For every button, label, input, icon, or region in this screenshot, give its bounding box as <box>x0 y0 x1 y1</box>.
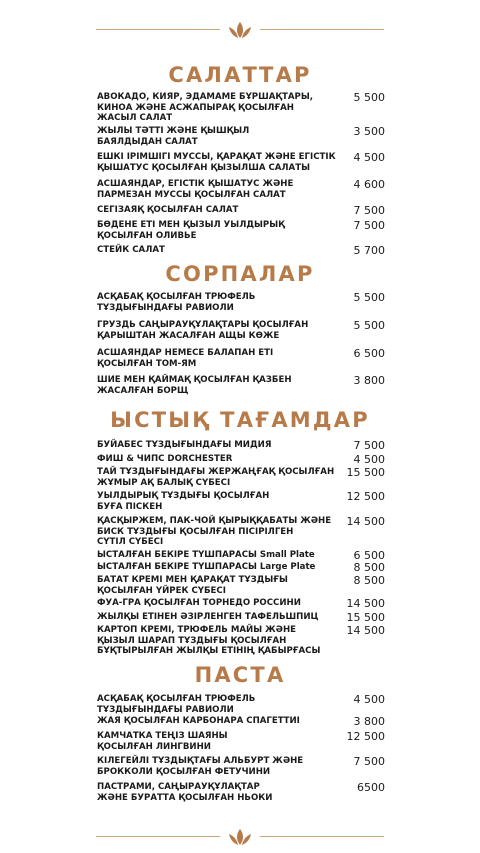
dish-price: 5 500 <box>353 91 385 104</box>
dish-price: 14 500 <box>346 597 385 610</box>
lotus-ornament-icon <box>226 827 254 847</box>
dish-name: БУЙАБЕС ТҰЗДЫҒЫНДАҒЫ МИДИЯ <box>97 440 272 450</box>
dish-price: 5 700 <box>353 244 385 257</box>
dish-name: АСҚАБАҚ ҚОСЫЛҒАН ТРЮФЕЛЬ ТҰЗДЫҒЫНДАҒЫ РАВИОЛИ <box>97 292 256 313</box>
dish-name: БӨДЕНЕ ЕТІ МЕН ҚЫЗЫЛ УЫЛДЫРЫҚ ҚОСЫЛҒАН ОЛИВЬЕ <box>97 220 285 241</box>
dish-name: АСШАЯНДАР, ЕГІСТІК ҚЫШАТУС ЖӘНЕ ПАРМЕЗАН МУССЫ ҚОСЫЛҒАН САЛАТ <box>97 179 294 200</box>
dish-price: 3 800 <box>353 374 385 387</box>
dish-name: ЫСТАЛҒАН БЕКІРЕ ТҮШПАРАСЫ Large Plate <box>97 562 316 572</box>
dish-price: 6 500 <box>353 347 385 360</box>
dish-name: ЖЫЛҚЫ ЕТІНЕН ӘЗІРЛЕНГЕН ТАФЕЛЬШПИЦ <box>97 612 319 622</box>
dish-price: 7 500 <box>353 439 385 452</box>
dish-price: 15 500 <box>346 611 385 624</box>
dish-price: 7 500 <box>353 219 385 232</box>
section-title-salads: САЛАТТАР <box>168 63 312 87</box>
dish-price: 14 500 <box>346 515 385 528</box>
dish-name: ФУА-ГРА ҚОСЫЛҒАН ТОРНЕДО РОССИНИ <box>97 598 301 608</box>
dish-price: 5 500 <box>353 291 385 304</box>
dish-price: 5 500 <box>353 319 385 332</box>
section-title-pasta: ПАСТА <box>194 663 286 687</box>
dish-name: КАРТОП КРЕМІ, ТРЮФЕЛЬ МАЙЫ ЖӘНЕ ҚЫЗЫЛ ШАРАП ТҰЗДЫҒЫ ҚОСЫЛҒАН БҰҚТЫРЫЛҒАН ЖЫЛҚЫ ЕТІНІҢ ҚАБЫРҒАСЫ <box>97 625 321 657</box>
dish-name: КІЛЕГЕЙЛІ ТҰЗДЫҚТАҒЫ АЛЬБУРТ ЖӘНЕ БРОККОЛИ ҚОСЫЛҒАН ФЕТУЧИНИ <box>97 756 304 777</box>
bottom-ornament <box>0 827 480 847</box>
dish-price: 8 500 <box>353 561 385 574</box>
dish-price: 3 500 <box>353 125 385 138</box>
dish-price: 6 500 <box>353 549 385 562</box>
dish-name: СЕГІЗАЯҚ ҚОСЫЛҒАН САЛАТ <box>97 205 239 215</box>
dish-name: ФИШ & ЧИПС DORCHESTER <box>97 454 233 464</box>
dish-name: ПАСТРАМИ, САҢЫРАУҚҰЛАҚТАР ЖӘНЕ БУРАТТА ҚОСЫЛҒАН НЬОКИ <box>97 782 273 803</box>
dish-name: ҚАСҚЫРЖЕМ, ПАК-ЧОЙ ҚЫРЫҚҚАБАТЫ ЖӘНЕ БИСК ТҰЗДЫҒЫ ҚОСЫЛҒАН ПІСІРІЛГЕН СҮТІЛ СҮБЕСІ <box>97 516 332 548</box>
dish-name: ЕШКІ ІРІМШІГІ МУССЫ, ҚАРАҚАТ ЖӘНЕ ЕГІСТІК ҚЫШАТУС ҚОСЫЛҒАН ҚЫЗЫЛША САЛАТЫ <box>97 152 336 173</box>
ornament-line-right <box>260 29 384 30</box>
section-title-soups: СОРПАЛАР <box>165 262 315 286</box>
dish-name: ГРУЗДЬ САҢЫРАУҚҰЛАҚТАРЫ ҚОСЫЛҒАН ҚАРЫШТАН ЖАСАЛҒАН АЩЫ КӨЖЕ <box>97 320 309 341</box>
dish-price: 12 500 <box>346 730 385 743</box>
dish-name: УЫЛДЫРЫҚ ТҰЗДЫҒЫ ҚОСЫЛҒАН БУҒА ПІСКЕН <box>97 491 270 512</box>
dish-price: 4 600 <box>353 178 385 191</box>
dish-name: АСҚАБАҚ ҚОСЫЛҒАН ТРЮФЕЛЬ ТҰЗДЫҒЫНДАҒЫ РАВИОЛИ <box>97 694 256 715</box>
dish-price: 15 500 <box>346 466 385 479</box>
dish-price: 7 500 <box>353 204 385 217</box>
dish-price: 4 500 <box>353 693 385 706</box>
dish-name: АСШАЯНДАР НЕМЕСЕ БАЛАПАН ЕТІ ҚОСЫЛҒАН ТОМ-ЯМ <box>97 348 274 369</box>
ornament-line-left <box>96 29 220 30</box>
section-title-hot-dishes: ЫСТЫҚ ТАҒАМДАР <box>110 408 370 432</box>
dish-name: ТАЙ ТҰЗДЫҒЫНДАҒЫ ЖЕРЖАҢҒАҚ ҚОСЫЛҒАН ЖҰМЫР АҚ БАЛЫҚ СҮБЕСІ <box>97 467 335 488</box>
dish-name: БАТАТ КРЕМІ МЕН ҚАРАҚАТ ТҰЗДЫҒЫ ҚОСЫЛҒАН ҮЙРЕК СҮБЕСІ <box>97 575 288 596</box>
dish-price: 8 500 <box>353 574 385 587</box>
dish-price: 4 500 <box>353 453 385 466</box>
dish-price: 14 500 <box>346 624 385 637</box>
dish-name: КАМЧАТКА ТЕҢІЗ ШАЯНЫ ҚОСЫЛҒАН ЛИНГВИНИ <box>97 731 228 752</box>
dish-name: АВОКАДО, КИЯР, ЭДАМАМЕ БҰРШАҚТАРЫ, КИНОА ЖӘНЕ АСЖАПЫРАҚ ҚОСЫЛҒАН ЖАСЫЛ САЛАТ <box>97 92 313 124</box>
dish-price: 12 500 <box>346 490 385 503</box>
ornament-line-left <box>96 836 220 837</box>
dish-name: ЖЫЛЫ ТӘТТІ ЖӘНЕ ҚЫШҚЫЛ БАЯЛДЫДАН САЛАТ <box>97 126 250 147</box>
dish-price: 6500 <box>357 781 385 794</box>
dish-name: ЖАЯ ҚОСЫЛҒАН КАРБОНАРА СПАГЕТТИІ <box>97 716 300 726</box>
dish-price: 4 500 <box>353 151 385 164</box>
top-ornament <box>0 20 480 40</box>
dish-price: 7 500 <box>353 755 385 768</box>
dish-price: 3 800 <box>353 715 385 728</box>
lotus-ornament-icon <box>226 20 254 40</box>
dish-name: СТЕЙК САЛАТ <box>97 245 165 255</box>
dish-name: ЫСТАЛҒАН БЕКІРЕ ТҮШПАРАСЫ Small Plate <box>97 550 315 560</box>
ornament-line-right <box>260 836 384 837</box>
dish-name: ШИЕ МЕН ҚАЙМАҚ ҚОСЫЛҒАН ҚАЗБЕН ЖАСАЛҒАН БОРЩ <box>97 375 292 396</box>
